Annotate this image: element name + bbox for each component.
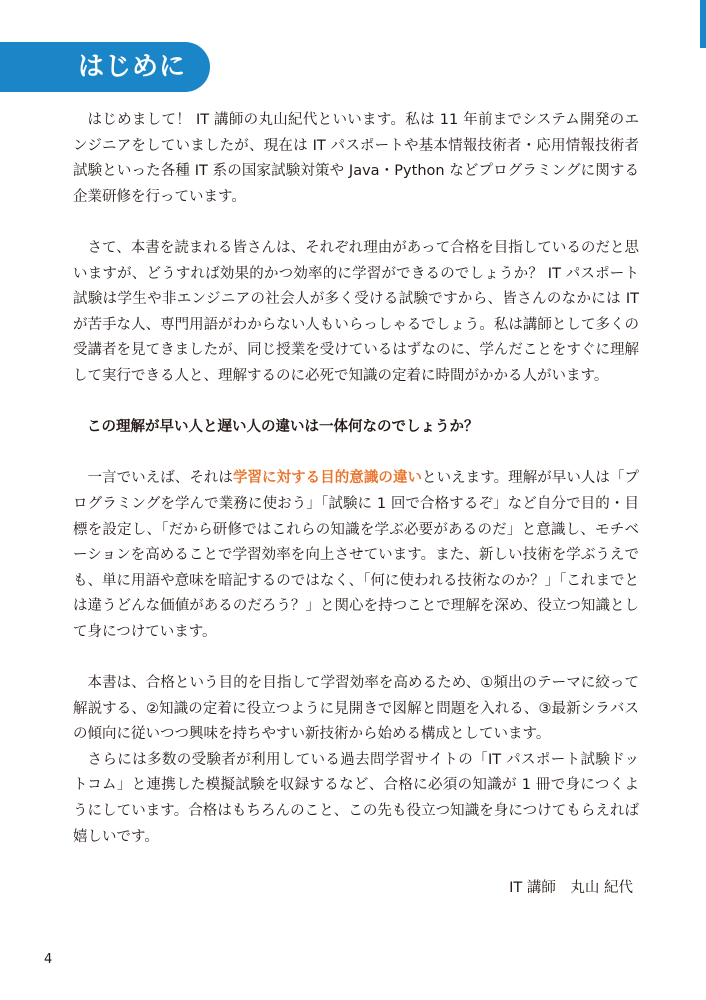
paragraph-introduction: はじめまして！ IT 講師の丸山紀代といいます。私は 11 年前までシステム開発のエンジニアをしていましたが、現在は IT パスポートや基本情報技術者・応用情報技術者試験といった各種 IT 系の国家試験対策や Java・Python などプログラミングに関する企業研修を行っています。 bbox=[73, 112, 639, 205]
paragraph-question: さて、本書を読まれる皆さんは、それぞれ理由があって合格を目指しているのだと思いますが、どうすれば効果的かつ効率的に学習ができるのでしょうか？ IT パスポート試験は学生や非エンジニアの社会人が多く受ける試験ですから、皆さんのなかには IT が苦手な人、専門用語がわからない人もいらっしゃるでしょう。私は講師として多くの受講者を見てきましたが、同じ授業を受けているはずなのに、学んだことをすぐに理解して実行できる人と、理解するのに必死で知識の定着に時間がかかる人がいます。 bbox=[73, 239, 639, 384]
paragraph-book-structure: 本書は、合格という目的を目指して学習効率を高めるため、①頻出のテーマに絞って解説する、②知識の定着に役立つように見開きで図解と問題を入れる、③最新シラバスの傾向に従いつつ興味を持ちやすい新技術から始める構成としています。 bbox=[73, 675, 639, 743]
paragraph-answer bbox=[73, 466, 639, 645]
page-edge-tab bbox=[700, 0, 706, 48]
page-number: 4 bbox=[44, 952, 53, 967]
page-title: はじめに bbox=[78, 52, 187, 82]
author-signature: IT 講師 丸山 紀代 bbox=[509, 879, 633, 896]
paragraph-mock-exam: さらには多数の受験者が利用している過去問学習サイトの「IT パスポート試験ドットコム」と連携した模擬試験を収録するなど、合格に必須の知識が 1 冊で身につくようにしています。合格はもちろんのこと、この先も役立つ知識を身につけてもらえれば嬉しいです。 bbox=[73, 751, 639, 845]
section-heading: この理解が早い人と遅い人の違いは一体何なのでしょうか？ bbox=[87, 419, 479, 436]
highlighted-phrase: 学習に対する目的意識の違い bbox=[232, 470, 423, 487]
main-content bbox=[73, 108, 639, 901]
answer-text-end: といえます。理解が早い人は「プログラミングを学んで業務に使おう」「試験に 1 回で合格するぞ」など自分で目的・目標を設定し、「だから研修ではこれらの知識を学ぶ必要があるのだ」と意識し、モチベーションを高めることで学習効率を向上させています。また、新しい技術を学ぶうえでも、単に用語や意味を暗記するのではなく、「何に使われる技術なのか？」「これまでとは違うどんな価値があるのだろう？」と関心を持つことで理解を深め、役立つ知識として身につけています。 bbox=[73, 470, 640, 640]
answer-text-start: 一言でいえば、それは bbox=[87, 470, 233, 487]
